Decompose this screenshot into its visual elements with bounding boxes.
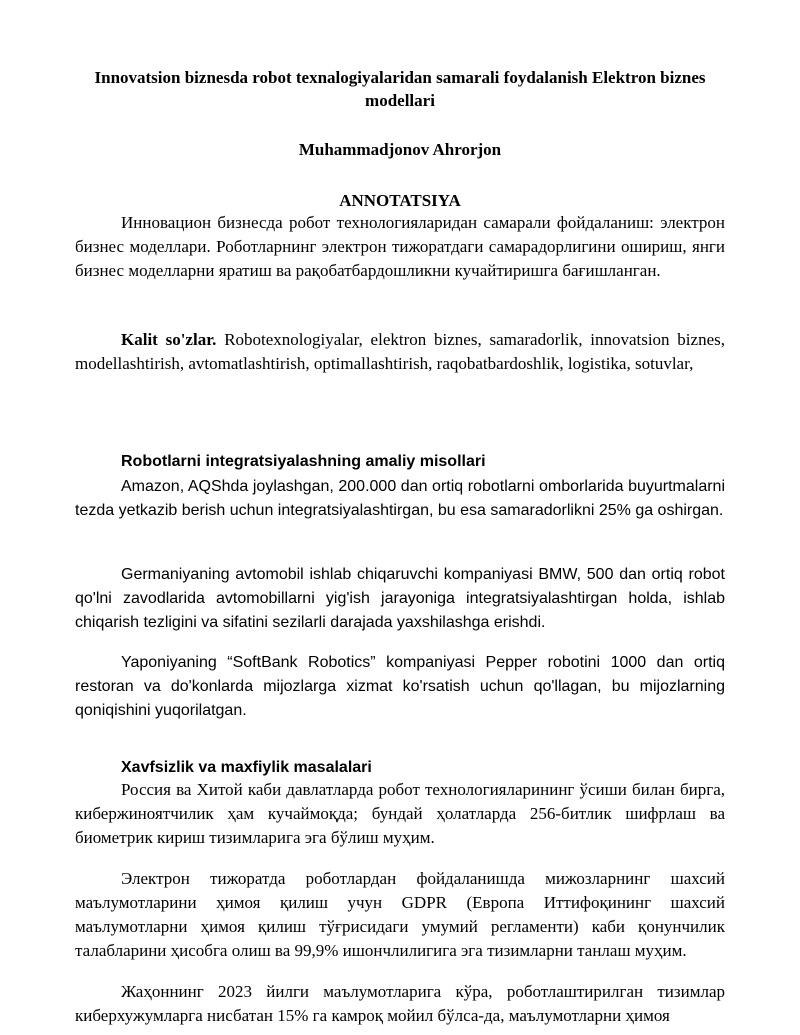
paragraph-text: Россия ва Хитой каби давлатларда робот технологияларининг ўсиши билан бирга, кибержиноятчилик ҳам кучаймоқда; бундай ҳолатларда 256-битлик шифрлаш ва биометрик кириш тизимларига эга бўлиш муҳим.	[75, 780, 725, 847]
annotation-text: Инновацион бизнесда робот технологияларидан самарали фойдаланиш: электрон бизнес моделлари. Роботларнинг электрон тижоратдаги самарадорлигини ошириш, янги бизнес моделларни яратиш ва рақобатбардошликни кучайтиришга бағишланган.	[75, 213, 725, 280]
keywords-text: Robotexnologiyalar, elektron biznes, samaradorlik, innovatsion biznes, modellashtirish, avtomatlashtirish, optimallashtirish, raqobatbardoshlik, logistika, sotuvlar,	[75, 330, 725, 373]
annotation-paragraph	[75, 211, 725, 283]
paragraph-softbank	[75, 651, 725, 723]
paragraph-gdpr	[75, 867, 725, 963]
paragraph-statistics	[75, 980, 725, 1028]
author-name: Muhammadjonov Ahrorjon	[298, 140, 502, 159]
paragraph-cybercrime	[75, 778, 725, 850]
paragraph-text: Germaniyaning avtomobil ishlab chiqaruvchi kompaniyasi BMW, 500 dan ortiq robot qo'lni zavodlarida avtomobillarni yig'ish jarayoniga integratsiyalashtirgan holda, ishlab chiqarish tezligini va sifatini sezilarli darajada yaxshilashga erishdi.	[75, 566, 725, 631]
paragraph-text: Жаҳоннинг 2023 йилги маълумотларига кўра, роботлаштирилган тизимлар киберхужумларга нисбатан 15% га камроқ мойил бўлса-да, маълумотларни ҳимоя	[75, 982, 725, 1025]
document-title: Innovatsion biznesda robot texnalogiyalaridan samarali foydalanish Elektron biznes modellari	[94, 68, 706, 110]
paragraph-text: Yaponiyaning “SoftBank Robotics” kompaniyasi Pepper robotini 1000 dan ortiq restoran va do'konlarda mijozlarga xizmat ko'rsatish uchun qo'llagan, bu mijozlarning qoniqishini yuqorilatgan.	[75, 654, 725, 719]
section-heading-robot-integration: Robotlarni integratsiyalashning amaliy misollari	[121, 453, 486, 470]
paragraph-text: Электрон тижоратда роботлардан фойдаланишда мижозларнинг шахсий маълумотларини ҳимоя қилиш учун GDPR (Европа Иттифоқининг шахсий маълумотларни ҳимоя қилиш тўғрисидаги умумий регламенти) каби қонунчилик талабларини ҳисобга олиш ва 99,9% ишончлилигига эга тизимларни танлаш муҳим.	[75, 869, 725, 960]
paragraph-amazon	[75, 475, 725, 523]
keywords-label: Kalit so'zlar.	[121, 330, 217, 349]
annotation-heading: ANNOTATSIYA	[339, 191, 461, 210]
paragraph-bmw	[75, 563, 725, 635]
keywords-paragraph	[75, 328, 725, 376]
section-heading-security: Xavfsizlik va maxfiylik masalalari	[121, 759, 372, 776]
paragraph-text: Amazon, AQShda joylashgan, 200.000 dan ortiq robotlarni omborlarida buyurtmalarni tezda yetkazib berish uchun integratsiyalashtirgan, bu esa samaradorlikni 25% ga oshirgan.	[75, 478, 725, 519]
